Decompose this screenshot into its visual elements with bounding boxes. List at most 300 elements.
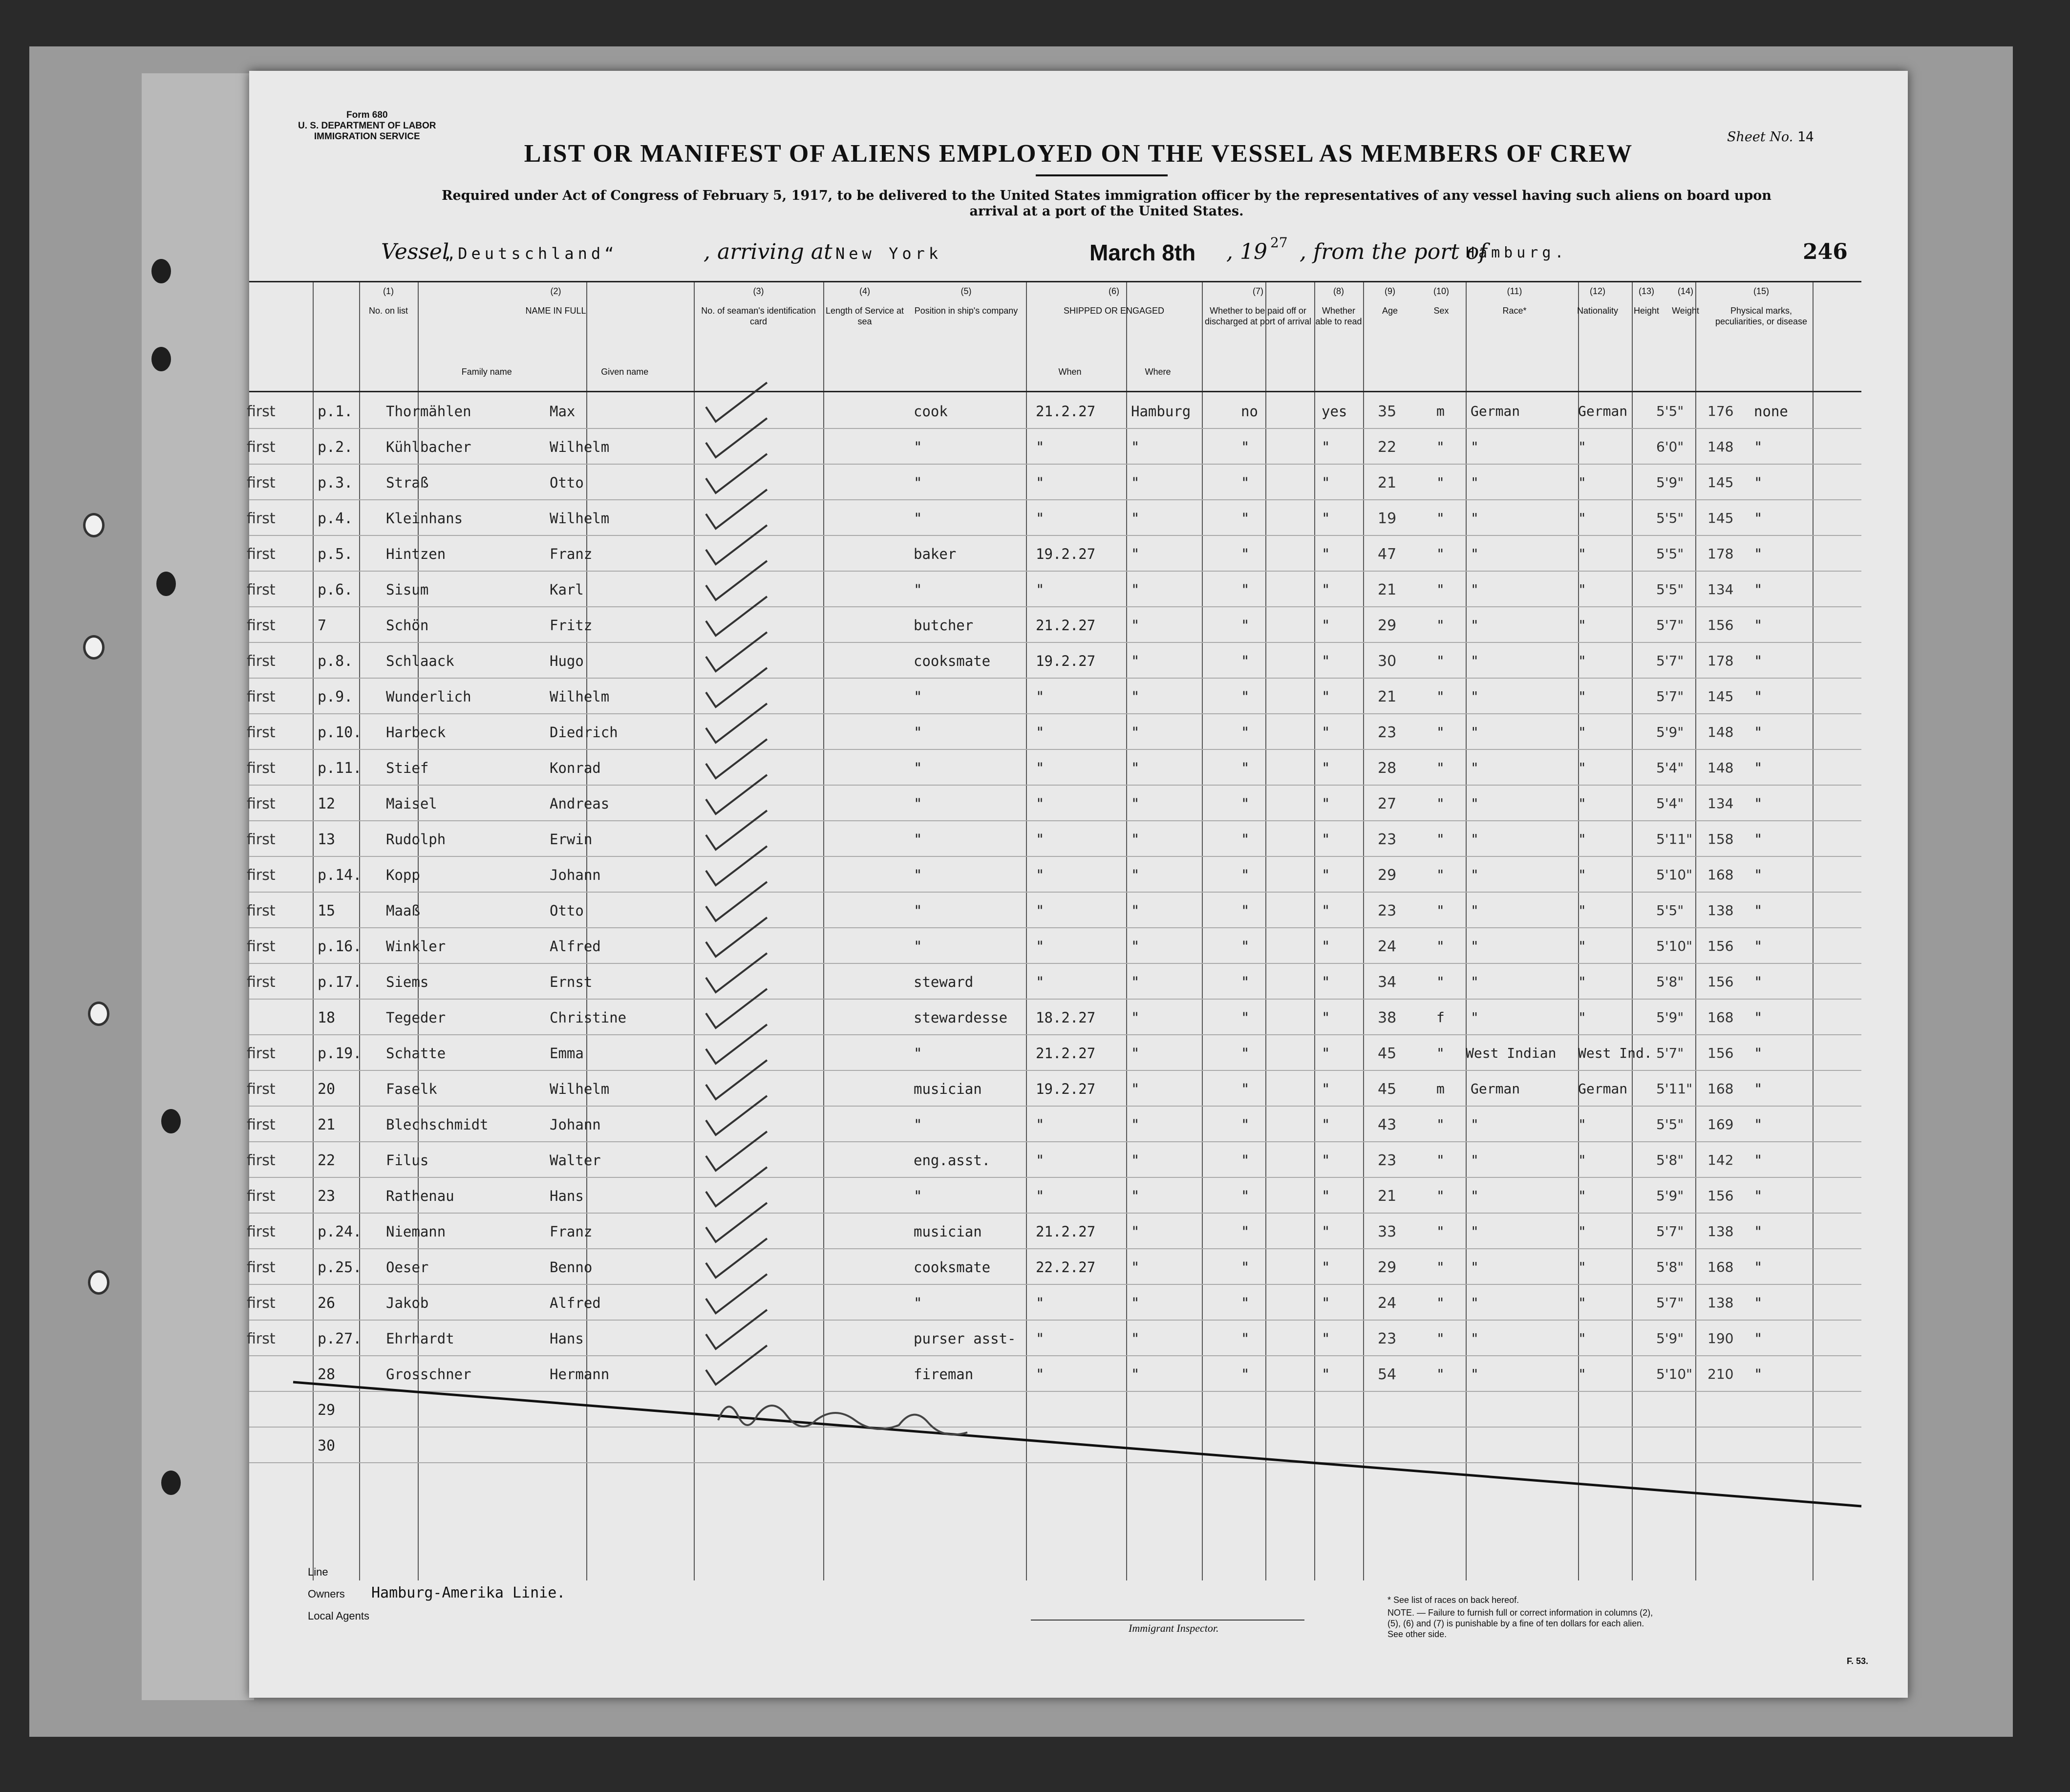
cell-read: " xyxy=(1322,1366,1330,1383)
cell-position: " xyxy=(914,938,922,955)
cell-read: " xyxy=(1322,1081,1330,1097)
cell-when: " xyxy=(1036,1330,1045,1347)
cell-sex: " xyxy=(1436,653,1445,669)
cell-no: p.8. xyxy=(318,653,353,670)
cell-marks: " xyxy=(1754,653,1763,669)
cell-given: Wilhelm xyxy=(550,439,610,455)
cell-marks: " xyxy=(1754,1081,1763,1097)
cell-no: 13 xyxy=(318,831,336,848)
inspector-label: Immigrant Inspector. xyxy=(1129,1622,1219,1634)
cell-position: " xyxy=(914,510,922,527)
cell-when: 19.2.27 xyxy=(1036,1081,1096,1097)
cell-marks: " xyxy=(1754,1330,1763,1347)
cell-no: p.16. xyxy=(318,938,362,955)
cell-nat: " xyxy=(1578,1009,1586,1025)
cell-height: 5'7" xyxy=(1656,617,1684,633)
column-label: Nationality xyxy=(1577,306,1619,316)
cell-no: 12 xyxy=(318,795,336,812)
page-title: LIST OR MANIFEST OF ALIENS EMPLOYED ON THE VESSEL AS MEMBERS OF CREW xyxy=(524,140,1633,168)
cell-family: Blechschmidt xyxy=(386,1116,489,1133)
cell-given: Konrad xyxy=(550,760,601,776)
cell-read: " xyxy=(1322,760,1330,776)
cell-family: Sisum xyxy=(386,581,429,598)
cell-where: " xyxy=(1131,546,1140,562)
binder-hole xyxy=(83,513,105,537)
cell-mark: first xyxy=(247,403,276,420)
cell-weight: 156 xyxy=(1707,938,1734,954)
cell-when: 21.2.27 xyxy=(1036,1223,1096,1240)
cell-age: 21 xyxy=(1378,688,1397,705)
departure-port: Hamburg. xyxy=(1466,244,1568,261)
cell-age: 34 xyxy=(1378,974,1397,991)
cell-where: " xyxy=(1131,688,1140,705)
cell-marks: " xyxy=(1754,902,1763,919)
binder-hole xyxy=(161,1109,181,1133)
cell-weight: 168 xyxy=(1707,1081,1734,1097)
cell-mark: first xyxy=(247,1045,276,1062)
cell-weight: 178 xyxy=(1707,546,1734,562)
cell-family: Winkler xyxy=(386,938,446,955)
cell-height: 5'7" xyxy=(1656,1045,1684,1061)
cell-nat: West Ind. xyxy=(1578,1045,1652,1061)
cell-position: " xyxy=(914,1188,922,1204)
column-subheader: When xyxy=(1058,367,1082,377)
cell-position: cooksmate xyxy=(914,653,991,669)
cell-family: Kopp xyxy=(386,867,420,883)
cell-sex: " xyxy=(1436,1295,1445,1311)
cell-position: stewardesse xyxy=(914,1009,1008,1026)
column-label: Position in ship's company xyxy=(914,306,1018,316)
cell-no: p.14. xyxy=(318,867,362,884)
cell-when: " xyxy=(1036,831,1045,848)
cell-marks: " xyxy=(1754,1295,1763,1311)
cell-height: 5'9" xyxy=(1656,724,1684,740)
cell-no: 18 xyxy=(318,1009,336,1026)
column-label: Whether able to read xyxy=(1315,306,1362,326)
cell-mark: first xyxy=(247,1223,276,1240)
cell-age: 38 xyxy=(1378,1009,1397,1026)
cell-family: Grosschner xyxy=(386,1366,471,1383)
cell-nat: " xyxy=(1578,653,1586,669)
column-label: Whether to be paid off or discharged at port of arrival xyxy=(1204,306,1312,326)
cell-age: 23 xyxy=(1378,831,1397,848)
cell-paid: " xyxy=(1241,439,1250,455)
cell-height: 5'9" xyxy=(1656,1330,1684,1346)
cell-position: " xyxy=(914,902,922,919)
page-subtitle: Required under Act of Congress of February 5, 1917, to be delivered to the United States immigration officer by the representatives of any vessel having such aliens on board upon arrival at a port of the United States. xyxy=(442,188,1771,219)
cell-where: " xyxy=(1131,974,1140,990)
cell-no: p.2. xyxy=(318,439,353,456)
cell-weight: 176 xyxy=(1707,403,1734,419)
cell-mark: first xyxy=(247,902,276,919)
cell-given: Franz xyxy=(550,1223,593,1240)
cell-read: " xyxy=(1322,902,1330,919)
checkmark-icon xyxy=(706,1238,767,1278)
cell-no: 23 xyxy=(318,1188,336,1205)
cell-paid: " xyxy=(1241,653,1250,669)
column-label: Age xyxy=(1382,306,1398,316)
cell-sex: " xyxy=(1436,1223,1445,1239)
column-label: Race* xyxy=(1502,306,1527,316)
column-number: (8) xyxy=(1333,286,1344,296)
cell-weight: 169 xyxy=(1707,1116,1734,1132)
cell-position: " xyxy=(914,795,922,812)
cell-paid: " xyxy=(1241,1259,1250,1276)
cell-when: 21.2.27 xyxy=(1036,403,1096,420)
cell-given: Walter xyxy=(550,1152,601,1169)
cell-age: 35 xyxy=(1378,403,1397,420)
cell-family: Straß xyxy=(386,474,429,491)
cell-where: " xyxy=(1131,1152,1140,1169)
cell-mark: first xyxy=(247,1188,276,1205)
cell-weight: 156 xyxy=(1707,617,1734,633)
cell-position: butcher xyxy=(914,617,974,634)
cell-where: " xyxy=(1131,510,1140,527)
cell-age: 45 xyxy=(1378,1081,1397,1098)
closing-diagonal-line xyxy=(293,1382,1861,1506)
cell-race: " xyxy=(1471,1116,1479,1132)
cell-weight: 145 xyxy=(1707,474,1734,491)
cell-given: Max xyxy=(550,403,576,420)
cell-nat: " xyxy=(1578,760,1586,776)
checkmark-icon xyxy=(706,561,767,600)
cell-height: 5'10" xyxy=(1656,1366,1693,1382)
cell-no: 29 xyxy=(318,1402,336,1419)
cell-nat: " xyxy=(1578,581,1586,597)
cell-height: 6'0" xyxy=(1656,439,1684,455)
cell-sex: " xyxy=(1436,546,1445,562)
cell-sex: " xyxy=(1436,439,1445,455)
cell-weight: 178 xyxy=(1707,653,1734,669)
column-number: (11) xyxy=(1507,286,1522,296)
owners-label: Owners xyxy=(308,1588,345,1600)
cell-height: 5'10" xyxy=(1656,867,1693,883)
cell-nat: German xyxy=(1578,1081,1628,1097)
cell-nat: " xyxy=(1578,1188,1586,1204)
cell-marks: " xyxy=(1754,1188,1763,1204)
cell-family: Schatte xyxy=(386,1045,446,1062)
cell-read: " xyxy=(1322,867,1330,883)
cell-race: West Indian xyxy=(1466,1045,1557,1061)
cell-nat: " xyxy=(1578,1259,1586,1275)
cell-sex: " xyxy=(1436,581,1445,597)
cell-mark: first xyxy=(247,688,276,705)
cell-position: purser asst- xyxy=(914,1330,1016,1347)
cell-weight: 138 xyxy=(1707,1295,1734,1311)
column-number: (5) xyxy=(960,286,972,296)
cell-marks: " xyxy=(1754,617,1763,634)
cell-age: 23 xyxy=(1378,902,1397,919)
column-number: (2) xyxy=(550,286,561,296)
cell-paid: " xyxy=(1241,1009,1250,1026)
cell-weight: 156 xyxy=(1707,1188,1734,1204)
cell-weight: 158 xyxy=(1707,831,1734,847)
column-number: (3) xyxy=(753,286,764,296)
cell-sex: " xyxy=(1436,474,1445,491)
cell-mark: first xyxy=(247,1081,276,1098)
cell-family: Faselk xyxy=(386,1081,437,1097)
cell-where: " xyxy=(1131,581,1140,598)
column-label: Length of Service at sea xyxy=(825,306,904,326)
cell-when: " xyxy=(1036,974,1045,990)
cell-mark: first xyxy=(247,617,276,634)
cell-race: " xyxy=(1471,474,1479,491)
cell-given: Emma xyxy=(550,1045,584,1062)
cell-marks: " xyxy=(1754,546,1763,562)
cell-position: " xyxy=(914,724,922,741)
cell-position: musician xyxy=(914,1081,982,1097)
cell-mark: first xyxy=(247,831,276,848)
cell-read: " xyxy=(1322,974,1330,990)
inspector-signature-line xyxy=(1031,1620,1304,1621)
cell-family: Stief xyxy=(386,760,429,776)
cell-read: " xyxy=(1322,831,1330,848)
cell-race: " xyxy=(1471,617,1479,633)
title-rule xyxy=(1036,174,1168,176)
cell-when: 19.2.27 xyxy=(1036,653,1096,669)
cell-family: Schön xyxy=(386,617,429,634)
cell-read: " xyxy=(1322,1330,1330,1347)
cell-sex: m xyxy=(1436,1081,1445,1097)
cell-read: " xyxy=(1322,510,1330,527)
cell-read: " xyxy=(1322,581,1330,598)
cell-height: 5'5" xyxy=(1656,546,1684,562)
cell-race: " xyxy=(1471,724,1479,740)
cell-no: 15 xyxy=(318,902,336,919)
checkmark-icon xyxy=(706,632,767,671)
cell-sex: " xyxy=(1436,902,1445,918)
cell-position: " xyxy=(914,688,922,705)
cell-read: " xyxy=(1322,1188,1330,1204)
cell-race: " xyxy=(1471,760,1479,776)
cell-mark: first xyxy=(247,546,276,563)
vessel-label: Vessel xyxy=(381,239,449,264)
checkmark-icon xyxy=(706,775,767,814)
cell-sex: " xyxy=(1436,688,1445,704)
cell-nat: " xyxy=(1578,546,1586,562)
cell-read: " xyxy=(1322,1152,1330,1169)
cell-race: " xyxy=(1471,1009,1479,1025)
cell-weight: 145 xyxy=(1707,510,1734,526)
cell-when: " xyxy=(1036,1152,1045,1169)
cell-no: p.17. xyxy=(318,974,362,991)
cell-height: 5'5" xyxy=(1656,902,1684,918)
races-note: * See list of races on back hereof. xyxy=(1387,1595,1519,1605)
cell-age: 23 xyxy=(1378,1330,1397,1347)
cell-race: " xyxy=(1471,902,1479,918)
cell-marks: " xyxy=(1754,938,1763,955)
cell-marks: " xyxy=(1754,474,1763,491)
cell-given: Fritz xyxy=(550,617,593,634)
cell-paid: " xyxy=(1241,581,1250,598)
cell-no: p.11. xyxy=(318,760,362,777)
cell-weight: 168 xyxy=(1707,1259,1734,1275)
department: U. S. DEPARTMENT OF LABOR xyxy=(298,121,436,131)
cell-sex: " xyxy=(1436,1188,1445,1204)
column-label: No. on list xyxy=(368,306,408,316)
checkmark-icon xyxy=(706,490,767,529)
cell-age: 54 xyxy=(1378,1366,1397,1383)
checkmark-icon xyxy=(706,1024,767,1064)
cell-given: Diedrich xyxy=(550,724,618,741)
cell-age: 29 xyxy=(1378,1259,1397,1276)
cell-read: " xyxy=(1322,1045,1330,1062)
checkmark-icon xyxy=(706,1131,767,1171)
cell-age: 43 xyxy=(1378,1116,1397,1133)
cell-family: Schlaack xyxy=(386,653,454,669)
cell-position: baker xyxy=(914,546,957,562)
cell-read: " xyxy=(1322,1223,1330,1240)
cell-paid: " xyxy=(1241,1081,1250,1097)
cell-when: 21.2.27 xyxy=(1036,617,1096,634)
cell-paid: no xyxy=(1241,403,1258,420)
cell-race: " xyxy=(1471,688,1479,704)
cell-weight: 138 xyxy=(1707,902,1734,918)
column-number: (15) xyxy=(1753,286,1769,296)
cell-race: " xyxy=(1471,1295,1479,1311)
checkmark-icon xyxy=(706,811,767,850)
binder-hole xyxy=(156,572,176,596)
owners-value: Hamburg-Amerika Linie. xyxy=(371,1584,566,1601)
cell-nat: " xyxy=(1578,439,1586,455)
cell-age: 27 xyxy=(1378,795,1397,812)
cell-no: 20 xyxy=(318,1081,336,1098)
cell-given: Franz xyxy=(550,546,593,562)
year-prefix: , 19 xyxy=(1226,239,1267,264)
form-number: Form 680 xyxy=(346,110,388,120)
cell-race: " xyxy=(1471,795,1479,811)
cell-marks: " xyxy=(1754,1223,1763,1240)
cell-paid: " xyxy=(1241,1116,1250,1133)
cell-family: Rathenau xyxy=(386,1188,454,1204)
arriving-label: , arriving at xyxy=(704,239,832,264)
cell-family: Wunderlich xyxy=(386,688,471,705)
cell-nat: " xyxy=(1578,1295,1586,1311)
column-subheader: Where xyxy=(1145,367,1171,377)
cell-given: Andreas xyxy=(550,795,610,812)
cell-height: 5'8" xyxy=(1656,1259,1684,1275)
cell-mark: first xyxy=(247,653,276,670)
cell-paid: " xyxy=(1241,724,1250,741)
cell-paid: " xyxy=(1241,1152,1250,1169)
cell-no: p.4. xyxy=(318,510,353,527)
column-number: (1) xyxy=(383,286,394,296)
cell-mark: first xyxy=(247,974,276,991)
cell-paid: " xyxy=(1241,902,1250,919)
checkmark-icon xyxy=(706,668,767,707)
cell-nat: " xyxy=(1578,510,1586,526)
signature-scribble xyxy=(718,1406,967,1435)
column-number: (12) xyxy=(1589,286,1605,296)
cell-height: 5'9" xyxy=(1656,1009,1684,1025)
binder-hole xyxy=(83,635,105,660)
cell-family: Thormählen xyxy=(386,403,471,420)
cell-sex: " xyxy=(1436,1330,1445,1346)
cell-sex: " xyxy=(1436,938,1445,954)
cell-nat: " xyxy=(1578,1366,1586,1382)
cell-nat: " xyxy=(1578,902,1586,918)
cell-marks: none xyxy=(1754,403,1788,420)
cell-given: Hans xyxy=(550,1188,584,1204)
cell-no: 7 xyxy=(318,617,327,634)
cell-nat: " xyxy=(1578,795,1586,811)
column-number: (10) xyxy=(1433,286,1449,296)
cell-sex: " xyxy=(1436,510,1445,526)
service: IMMIGRATION SERVICE xyxy=(314,131,420,142)
cell-read: " xyxy=(1322,653,1330,669)
cell-mark: first xyxy=(247,581,276,598)
cell-position: steward xyxy=(914,974,974,990)
cell-given: Benno xyxy=(550,1259,593,1276)
cell-where: " xyxy=(1131,439,1140,455)
cell-age: 21 xyxy=(1378,1188,1397,1205)
cell-mark: first xyxy=(247,510,276,527)
cell-position: " xyxy=(914,760,922,776)
cell-marks: " xyxy=(1754,867,1763,883)
cell-age: 24 xyxy=(1378,1295,1397,1312)
cell-marks: " xyxy=(1754,688,1763,705)
cell-family: Ehrhardt xyxy=(386,1330,454,1347)
cell-position: " xyxy=(914,581,922,598)
cell-mark: first xyxy=(247,1259,276,1276)
cell-family: Jakob xyxy=(386,1295,429,1311)
cell-family: Maisel xyxy=(386,795,437,812)
cell-weight: 156 xyxy=(1707,1045,1734,1061)
cell-marks: " xyxy=(1754,581,1763,598)
checkmark-icon xyxy=(706,739,767,778)
checkmark-icon xyxy=(706,418,767,457)
cell-weight: 210 xyxy=(1707,1366,1734,1382)
cell-sex: f xyxy=(1436,1009,1445,1025)
cell-when: 22.2.27 xyxy=(1036,1259,1096,1276)
cell-read: " xyxy=(1322,1116,1330,1133)
cell-where: " xyxy=(1131,1330,1140,1347)
cell-marks: " xyxy=(1754,439,1763,455)
cell-read: " xyxy=(1322,1295,1330,1311)
cell-height: 5'11" xyxy=(1656,831,1693,847)
cell-nat: German xyxy=(1578,403,1628,419)
cell-age: 47 xyxy=(1378,546,1397,563)
cell-paid: " xyxy=(1241,1188,1250,1204)
cell-when: " xyxy=(1036,1366,1045,1383)
cell-when: " xyxy=(1036,724,1045,741)
cell-where: " xyxy=(1131,1116,1140,1133)
cell-read: " xyxy=(1322,474,1330,491)
cell-age: 45 xyxy=(1378,1045,1397,1062)
cell-nat: " xyxy=(1578,1116,1586,1132)
cell-no: 22 xyxy=(318,1152,336,1169)
cell-height: 5'8" xyxy=(1656,974,1684,990)
cell-paid: " xyxy=(1241,1366,1250,1383)
cell-mark: first xyxy=(247,474,276,491)
cell-height: 5'9" xyxy=(1656,474,1684,491)
checkmark-icon xyxy=(706,1345,767,1385)
cell-mark: first xyxy=(247,795,276,812)
cell-marks: " xyxy=(1754,974,1763,990)
cell-age: 22 xyxy=(1378,439,1397,456)
cell-position: cooksmate xyxy=(914,1259,991,1276)
checkmark-icon xyxy=(706,454,767,493)
cell-age: 24 xyxy=(1378,938,1397,955)
cell-race: " xyxy=(1471,510,1479,526)
cell-when: 21.2.27 xyxy=(1036,1045,1096,1062)
cell-sex: " xyxy=(1436,1366,1445,1382)
cell-marks: " xyxy=(1754,1045,1763,1062)
cell-given: Ernst xyxy=(550,974,593,990)
binder-hole xyxy=(151,347,171,371)
cell-no: p.19. xyxy=(318,1045,362,1062)
cell-no: p.27. xyxy=(318,1330,362,1347)
